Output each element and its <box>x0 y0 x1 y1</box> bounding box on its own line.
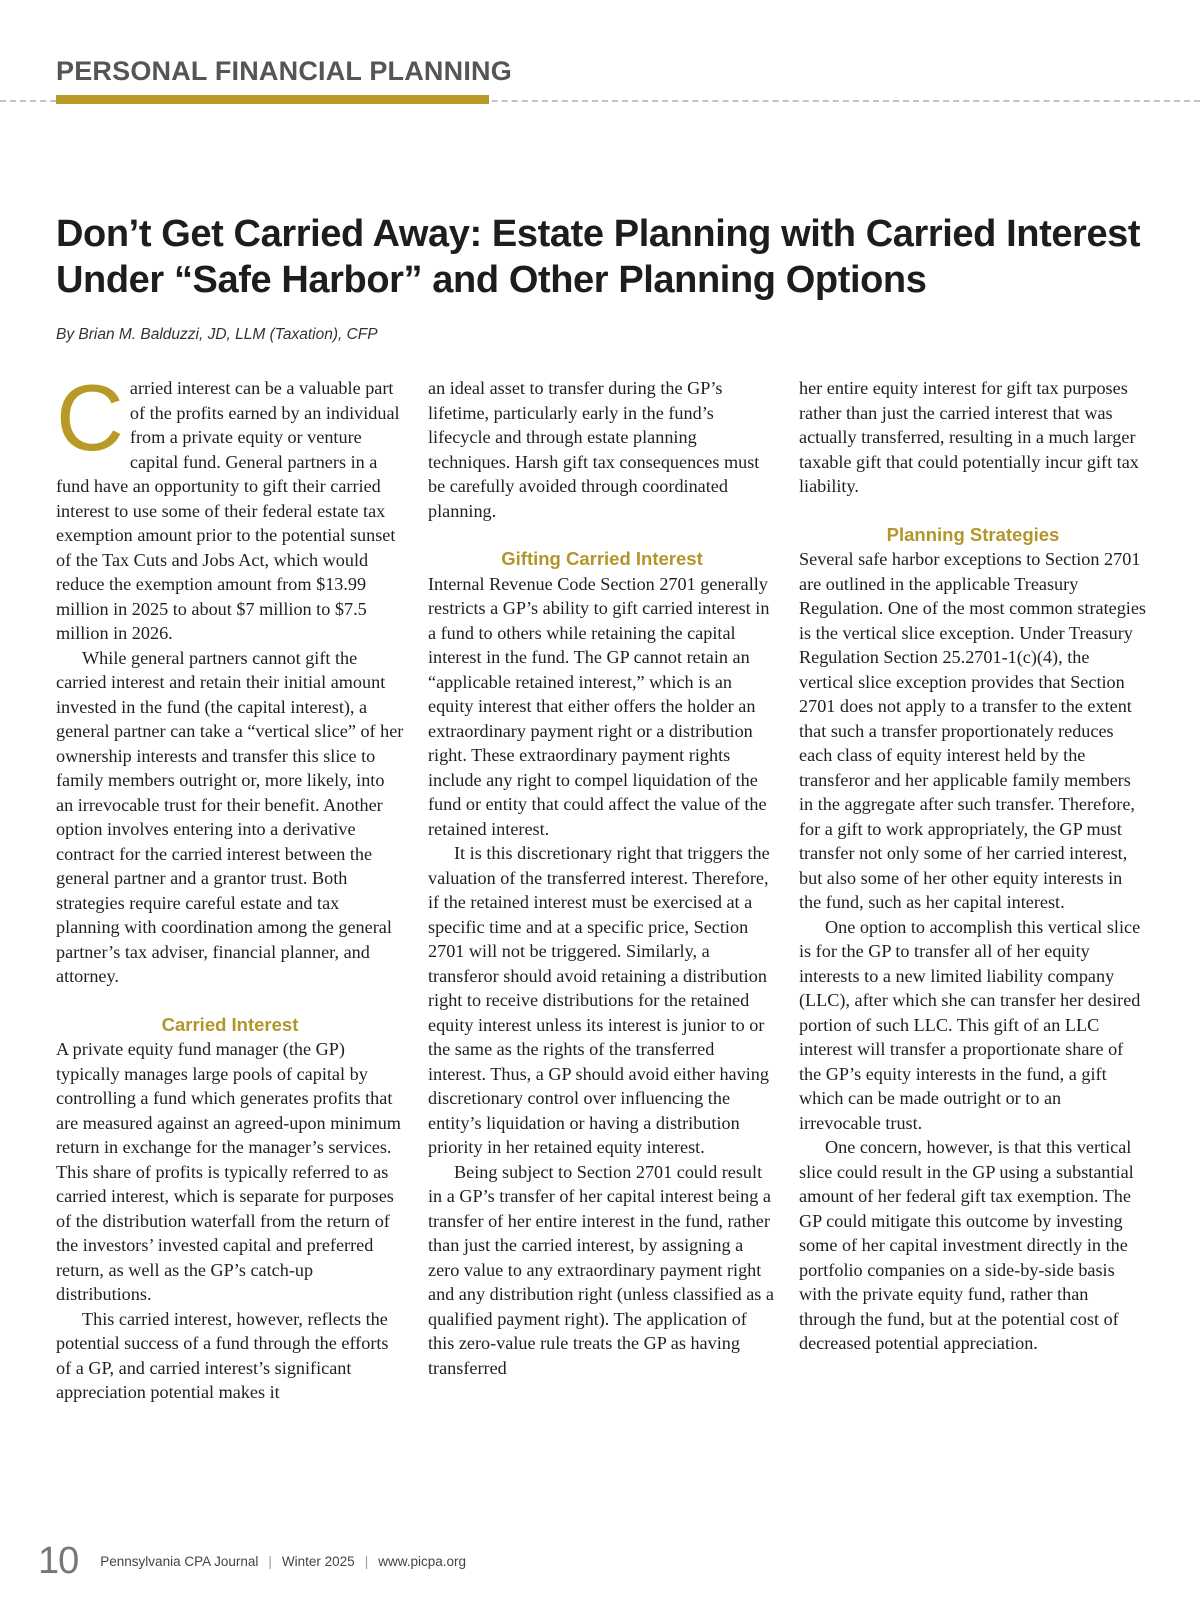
intro-paragraph-1 <box>56 365 404 646</box>
article-title-line-2: Under “Safe Harbor” and Other Planning Options <box>56 259 927 301</box>
planning-paragraph-3: One concern, however, is that this vertical slice could result in the GP using a substantial amount of her federal gift tax exemption. The GP could mitigate this outcome by investing some of her capital investment directly in the portfolio companies on a side-by-side basis with the private equity fund, rather than through the fund, but at the potential cost of decreased potential appreciation. <box>799 1137 1134 1353</box>
gifting-paragraph-2: It is this discretionary right that triggers the valuation of the transferred interest. Therefore, if the retained interest must be exercised at a specific time and at a specific price, Section 2701 will not be triggered. Similarly, a transferor should avoid retaining a distribution right to receive distributions for the retained equity interest unless its interest is junior to or the same as the rights of the transferred interest. Thus, a GP should avoid either having discretionary control over influencing the entity’s liquidation or having a distribution priority in her retained equity interest. <box>428 843 770 1157</box>
article-title-line-1: Don’t Get Carried Away: Estate Planning with Carried Interest <box>56 213 1141 255</box>
drop-cap: C <box>56 365 124 470</box>
article-title <box>56 211 1156 303</box>
planning-paragraph-2: One option to accomplish this vertical slice is for the GP to transfer all of her equity interests to a new limited liability company (LLC), after which she can transfer her desired portion of such LLC. This gift of an LLC interest will transfer a proportionate share of the GP’s equity interests in the fund, a gift which can be made outright or to an irrevocable trust. <box>799 916 1141 1133</box>
gold-accent-bar <box>56 95 489 104</box>
gifting-paragraph-3: Being subject to Section 2701 could result in a GP’s transfer of her capital interest being a transfer of her entire interest in the fund, rather than just the carried interest, by assigning a zero value to any extraordinary payment right and any distribution right (unless classified as a qualified payment right). The application of this zero-value rule treats the GP as having transferred <box>428 1161 774 1378</box>
carried-paragraph-1: A private equity fund manager (the GP) typically manages large pools of capital by controlling a fund which generates profits that are measured against an agreed-upon minimum return in exchange for the manager’s services. This share of profits is typically referred to as carried interest, which is separate for purposes of the distribution waterfall from the return of the investors’ invested capital and preferred return, as well as the GP’s catch-up distributions. <box>56 1039 401 1304</box>
column-3 <box>799 376 1147 1356</box>
section-label: PERSONAL FINANCIAL PLANNING <box>56 56 512 86</box>
col2-continued-paragraph: an ideal asset to transfer during the GP’s lifetime, particularly early in the fund’s lifecycle and through estate planning techniques. Harsh gift tax consequences must be carefully avoided through coordinated planning. <box>428 378 760 521</box>
planning-paragraph-1: Several safe harbor exceptions to Section 2701 are outlined in the applicable Treasury Regulation. One of the most common strategies is the vertical slice exception. Under Treasury Regulation Section 25.2701-1(c)(4), the vertical slice exception provides that Section 2701 does not apply to a transfer to the extent that such a transfer proportionately reduces each class of equity interest held by the transferor and her applicable family members in the aggregate after such transfer. Therefore, for a gift to work appropriately, the GP must transfer not only some of her carried interest, but also some of her other equity interests in the fund, such as her capital interest. <box>799 549 1147 912</box>
col3-continued-paragraph: her entire equity interest for gift tax purposes rather than just the carried interest that was actually transferred, resulting in a much larger taxable gift that could potentially incur gift tax liability. <box>799 378 1139 496</box>
column-1 <box>56 365 404 1405</box>
byline: By Brian M. Balduzzi, JD, LLM (Taxation), CFP <box>56 326 378 343</box>
intro-paragraph-2: While general partners cannot gift the carried interest and retain their initial amount invested in the fund (the capital interest), a general partner can take a “vertical slice” of her ownership interests and transfer this slice to family members outright or, more likely, into an irrevocable trust for their benefit. Another option involves entering into a derivative contract for the carried interest between the general partner and a grantor trust. Both strategies require careful estate and tax planning with coordination among the general partner’s tax adviser, financial planner, and attorney. <box>56 647 404 986</box>
heading-planning-strategies: Planning Strategies <box>886 523 1060 545</box>
website-link[interactable]: www.picpa.org <box>378 1553 466 1569</box>
gifting-paragraph-1: Internal Revenue Code Section 2701 generally restricts a GP’s ability to gift carried interest in a fund to others while retaining the capital interest in the fund. The GP cannot retain an “applicable retained interest,” which is an equity interest that either offers the holder an extraordinary payment right or a distribution right. These extraordinary payment rights include any right to compel liquidation of the fund or entity that could affect the value of the retained interest. <box>428 573 770 839</box>
issue-date: Winter 2025 <box>281 1553 355 1569</box>
intro-paragraph-1-text: arried interest can be a valuable part of the profits earned by an individual from a private equity or venture capital fund. General partners in a fund have an opportunity to gift their carried interest to use some of their federal estate tax exemption amount prior to the potential sunset of the Tax Cuts and Jobs Act, which would reduce the exemption amount from $13.99 million in 2025 to about $7 million to $7.5 million in 2026. <box>56 378 400 643</box>
page-footer <box>38 1536 466 1586</box>
publication-name: Pennsylvania CPA Journal <box>100 1553 259 1569</box>
column-2 <box>428 376 776 1380</box>
footer-separator: | <box>364 1553 369 1569</box>
page-number: 10 <box>38 1539 79 1582</box>
heading-carried-interest: Carried Interest <box>161 1013 299 1035</box>
carried-paragraph-2: This carried interest, however, reflects the potential success of a fund through the efforts of a GP, and carried interest’s significant appreciation potential makes it <box>56 1308 389 1402</box>
footer-separator: | <box>268 1553 272 1569</box>
heading-gifting-carried-interest: Gifting Carried Interest <box>501 548 703 569</box>
